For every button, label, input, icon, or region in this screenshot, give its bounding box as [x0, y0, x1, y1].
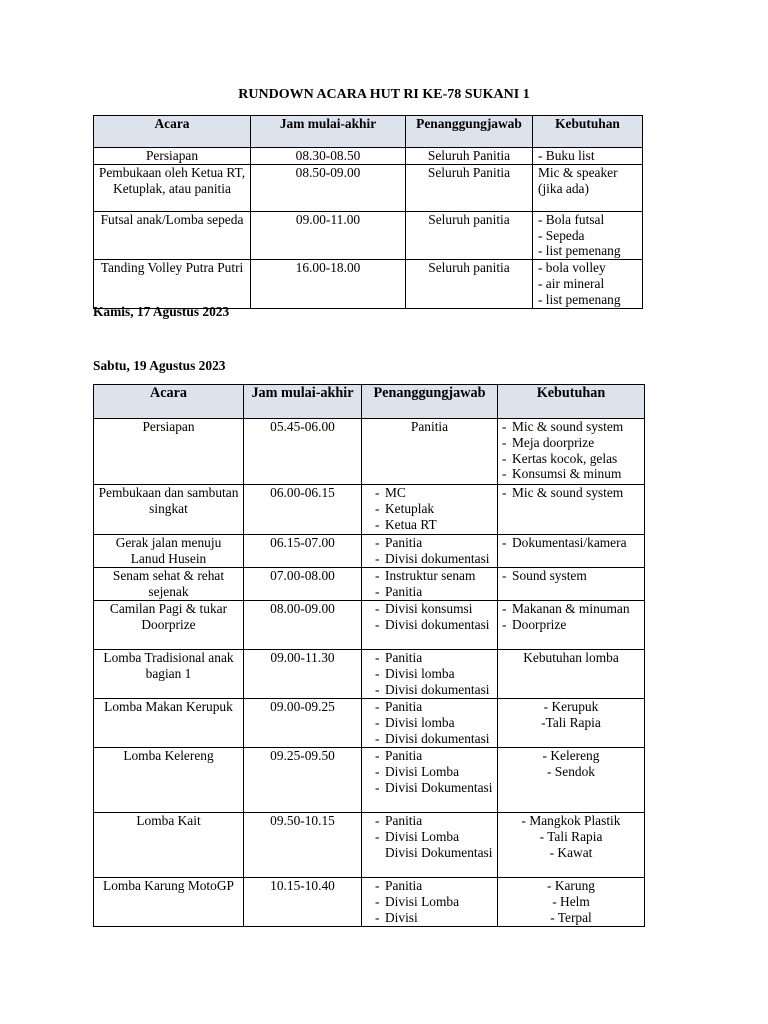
- cell-pj: [362, 748, 498, 813]
- cell-kebutuhan: [498, 699, 645, 748]
- cell-kebutuhan: [533, 148, 643, 165]
- header-penanggungjawab: Penanggungjawab: [362, 385, 498, 419]
- cell-jam: 08.50-09.00: [251, 164, 406, 211]
- pj-item: - Divisi Dokumentasi: [375, 780, 494, 796]
- document-title: RUNDOWN ACARA HUT RI KE-78 SUKANI 1: [238, 87, 530, 102]
- kebutuhan-item: Mic & speaker (jika ada): [538, 164, 618, 196]
- kebutuhan-item: - Bola futsal: [538, 211, 605, 227]
- cell-pj: Seluruh Panitia: [406, 164, 533, 211]
- cell-acara: Pembukaan oleh Ketua RT, Ketuplak, atau panitia: [94, 164, 251, 211]
- cell-acara: Camilan Pagi & tukar Doorprize: [94, 601, 244, 650]
- pj-item: - Panitia: [375, 650, 494, 666]
- kebutuhan-item: - Buku list: [538, 148, 595, 163]
- kebutuhan-item: - Meja doorprize: [502, 435, 641, 451]
- cell-pj: [362, 568, 498, 601]
- pj-item: - Ketuplak: [375, 501, 494, 517]
- rundown-table-kamis: [93, 115, 643, 309]
- kebutuhan-item: - Mangkok Plastik: [521, 813, 621, 828]
- cell-kebutuhan: [533, 211, 643, 259]
- pj-item: - Panitia: [375, 813, 494, 829]
- cell-acara: Lomba Karung MotoGP: [94, 878, 244, 927]
- cell-acara: Persiapan: [94, 148, 251, 165]
- kebutuhan-item: - Makanan & minuman: [502, 601, 641, 617]
- pj-item: - Panitia: [375, 878, 494, 894]
- pj-item: - Panitia: [375, 535, 494, 551]
- header-jam: Jam mulai-akhir: [251, 116, 406, 148]
- cell-jam: 08.30-08.50: [251, 148, 406, 165]
- pj-item: - Divisi lomba: [375, 666, 494, 682]
- cell-kebutuhan: [498, 650, 645, 699]
- kebutuhan-item: - air mineral: [538, 275, 605, 291]
- cell-jam: 09.50-10.15: [244, 813, 362, 878]
- pj-item: - Divisi dokumentasi: [375, 731, 494, 747]
- cell-pj: Seluruh Panitia: [406, 148, 533, 165]
- kebutuhan-item: Kebutuhan lomba: [523, 650, 619, 665]
- kebutuhan-item: - bola volley: [538, 260, 606, 276]
- pj-item: - Divisi dokumentasi: [375, 551, 494, 567]
- cell-kebutuhan: [498, 485, 645, 535]
- header-jam: Jam mulai-akhir: [244, 385, 362, 419]
- kebutuhan-item: -Tali Rapia: [541, 714, 601, 730]
- cell-acara: Futsal anak/Lomba sepeda: [94, 211, 251, 259]
- kebutuhan-item: - list pemenang: [538, 243, 621, 259]
- table-row: [94, 568, 645, 601]
- pj-item: - Ketua RT: [375, 517, 494, 533]
- cell-kebutuhan: [498, 813, 645, 878]
- cell-kebutuhan: [498, 535, 645, 568]
- cell-acara: Lomba Kelereng: [94, 748, 244, 813]
- cell-acara: Gerak jalan menuju Lanud Husein: [94, 535, 244, 568]
- cell-pj: [362, 813, 498, 878]
- date-caption-kamis: Kamis, 17 Agustus 2023: [93, 304, 230, 319]
- table-header-row: [94, 385, 645, 419]
- cell-kebutuhan: [533, 260, 643, 308]
- header-penanggungjawab: Penanggungjawab: [406, 116, 533, 148]
- kebutuhan-item: - Terpal: [550, 909, 592, 925]
- cell-jam: 06.15-07.00: [244, 535, 362, 568]
- pj-item: - Divisi konsumsi: [375, 601, 494, 617]
- rundown-table-sabtu: [93, 384, 645, 927]
- pj-item: - Divisi: [375, 910, 494, 926]
- kebutuhan-item: - Dokumentasi/kamera: [502, 535, 641, 551]
- cell-jam: 09.25-09.50: [244, 748, 362, 813]
- cell-jam: 09.00-11.30: [244, 650, 362, 699]
- pj-item: - Panitia: [375, 748, 494, 764]
- cell-jam: 06.00-06.15: [244, 485, 362, 535]
- table-row: [94, 260, 643, 308]
- table-row: [94, 164, 643, 211]
- pj-item: - Divisi dokumentasi: [375, 682, 494, 698]
- table-row: [94, 650, 645, 699]
- cell-kebutuhan: [498, 601, 645, 650]
- table-header-row: [94, 116, 643, 148]
- table-row: [94, 813, 645, 878]
- pj-item: - Divisi dokumentasi: [375, 617, 494, 633]
- cell-pj: [362, 485, 498, 535]
- cell-acara: Persiapan: [94, 419, 244, 485]
- kebutuhan-item: - Helm: [552, 893, 590, 909]
- cell-kebutuhan: [498, 419, 645, 485]
- cell-pj: [362, 535, 498, 568]
- kebutuhan-item: - Tali Rapia: [539, 828, 603, 844]
- table-row: [94, 878, 645, 927]
- header-kebutuhan: Kebutuhan: [498, 385, 645, 419]
- cell-pj: Seluruh panitia: [406, 211, 533, 259]
- table-row: [94, 148, 643, 165]
- kebutuhan-item: - Konsumsi & minum: [502, 466, 641, 482]
- cell-pj: [362, 699, 498, 748]
- cell-pj: [362, 878, 498, 927]
- header-acara: Acara: [94, 385, 244, 419]
- table-row: [94, 601, 645, 650]
- kebutuhan-item: - Sound system: [502, 568, 641, 584]
- cell-jam: 05.45-06.00: [244, 419, 362, 485]
- kebutuhan-item: - Mic & sound system: [502, 419, 641, 435]
- table-row: [94, 485, 645, 535]
- kebutuhan-item: - Kelereng: [542, 748, 600, 763]
- pj-item: - MC: [375, 485, 494, 501]
- pj-item: - Panitia: [375, 699, 494, 715]
- cell-jam: 09.00-11.00: [251, 211, 406, 259]
- cell-jam: 16.00-18.00: [251, 260, 406, 308]
- kebutuhan-item: - list pemenang: [538, 291, 621, 307]
- pj-item: - Panitia: [375, 584, 494, 600]
- header-acara: Acara: [94, 116, 251, 148]
- cell-jam: 07.00-08.00: [244, 568, 362, 601]
- header-kebutuhan: Kebutuhan: [533, 116, 643, 148]
- table-row: [94, 535, 645, 568]
- kebutuhan-item: - Sepeda: [538, 227, 585, 243]
- cell-acara: Lomba Tradisional anak bagian 1: [94, 650, 244, 699]
- table-row: [94, 211, 643, 259]
- cell-kebutuhan: [533, 164, 643, 211]
- cell-pj: [362, 601, 498, 650]
- pj-item: - Divisi Lomba Divisi Dokumentasi: [375, 829, 494, 861]
- cell-jam: 09.00-09.25: [244, 699, 362, 748]
- table-row: [94, 699, 645, 748]
- cell-kebutuhan: [498, 568, 645, 601]
- date-caption-sabtu: Sabtu, 19 Agustus 2023: [93, 358, 226, 373]
- table-row: [94, 419, 645, 485]
- cell-pj: [362, 650, 498, 699]
- pj-item: - Instruktur senam: [375, 568, 494, 584]
- cell-acara: Tanding Volley Putra Putri: [94, 260, 251, 308]
- pj-item: - Divisi Lomba: [375, 764, 494, 780]
- kebutuhan-item: - Kertas kocok, gelas: [502, 451, 641, 467]
- cell-acara: Pembukaan dan sambutan singkat: [94, 485, 244, 535]
- kebutuhan-item: - Kerupuk: [543, 699, 599, 714]
- cell-kebutuhan: [498, 878, 645, 927]
- kebutuhan-item: - Doorprize: [502, 617, 641, 633]
- pj-item: - Divisi Lomba: [375, 894, 494, 910]
- cell-jam: 10.15-10.40: [244, 878, 362, 927]
- kebutuhan-item: - Mic & sound system: [502, 485, 641, 501]
- cell-pj: Seluruh panitia: [406, 260, 533, 308]
- cell-acara: Lomba Makan Kerupuk: [94, 699, 244, 748]
- kebutuhan-item: - Sendok: [547, 763, 595, 779]
- kebutuhan-item: - Karung: [547, 878, 595, 893]
- cell-jam: 08.00-09.00: [244, 601, 362, 650]
- table-row: [94, 748, 645, 813]
- kebutuhan-item: - Kawat: [549, 844, 593, 860]
- pj-item: - Divisi lomba: [375, 715, 494, 731]
- cell-pj: Panitia: [362, 419, 498, 485]
- cell-kebutuhan: [498, 748, 645, 813]
- cell-acara: Senam sehat & rehat sejenak: [94, 568, 244, 601]
- cell-acara: Lomba Kait: [94, 813, 244, 878]
